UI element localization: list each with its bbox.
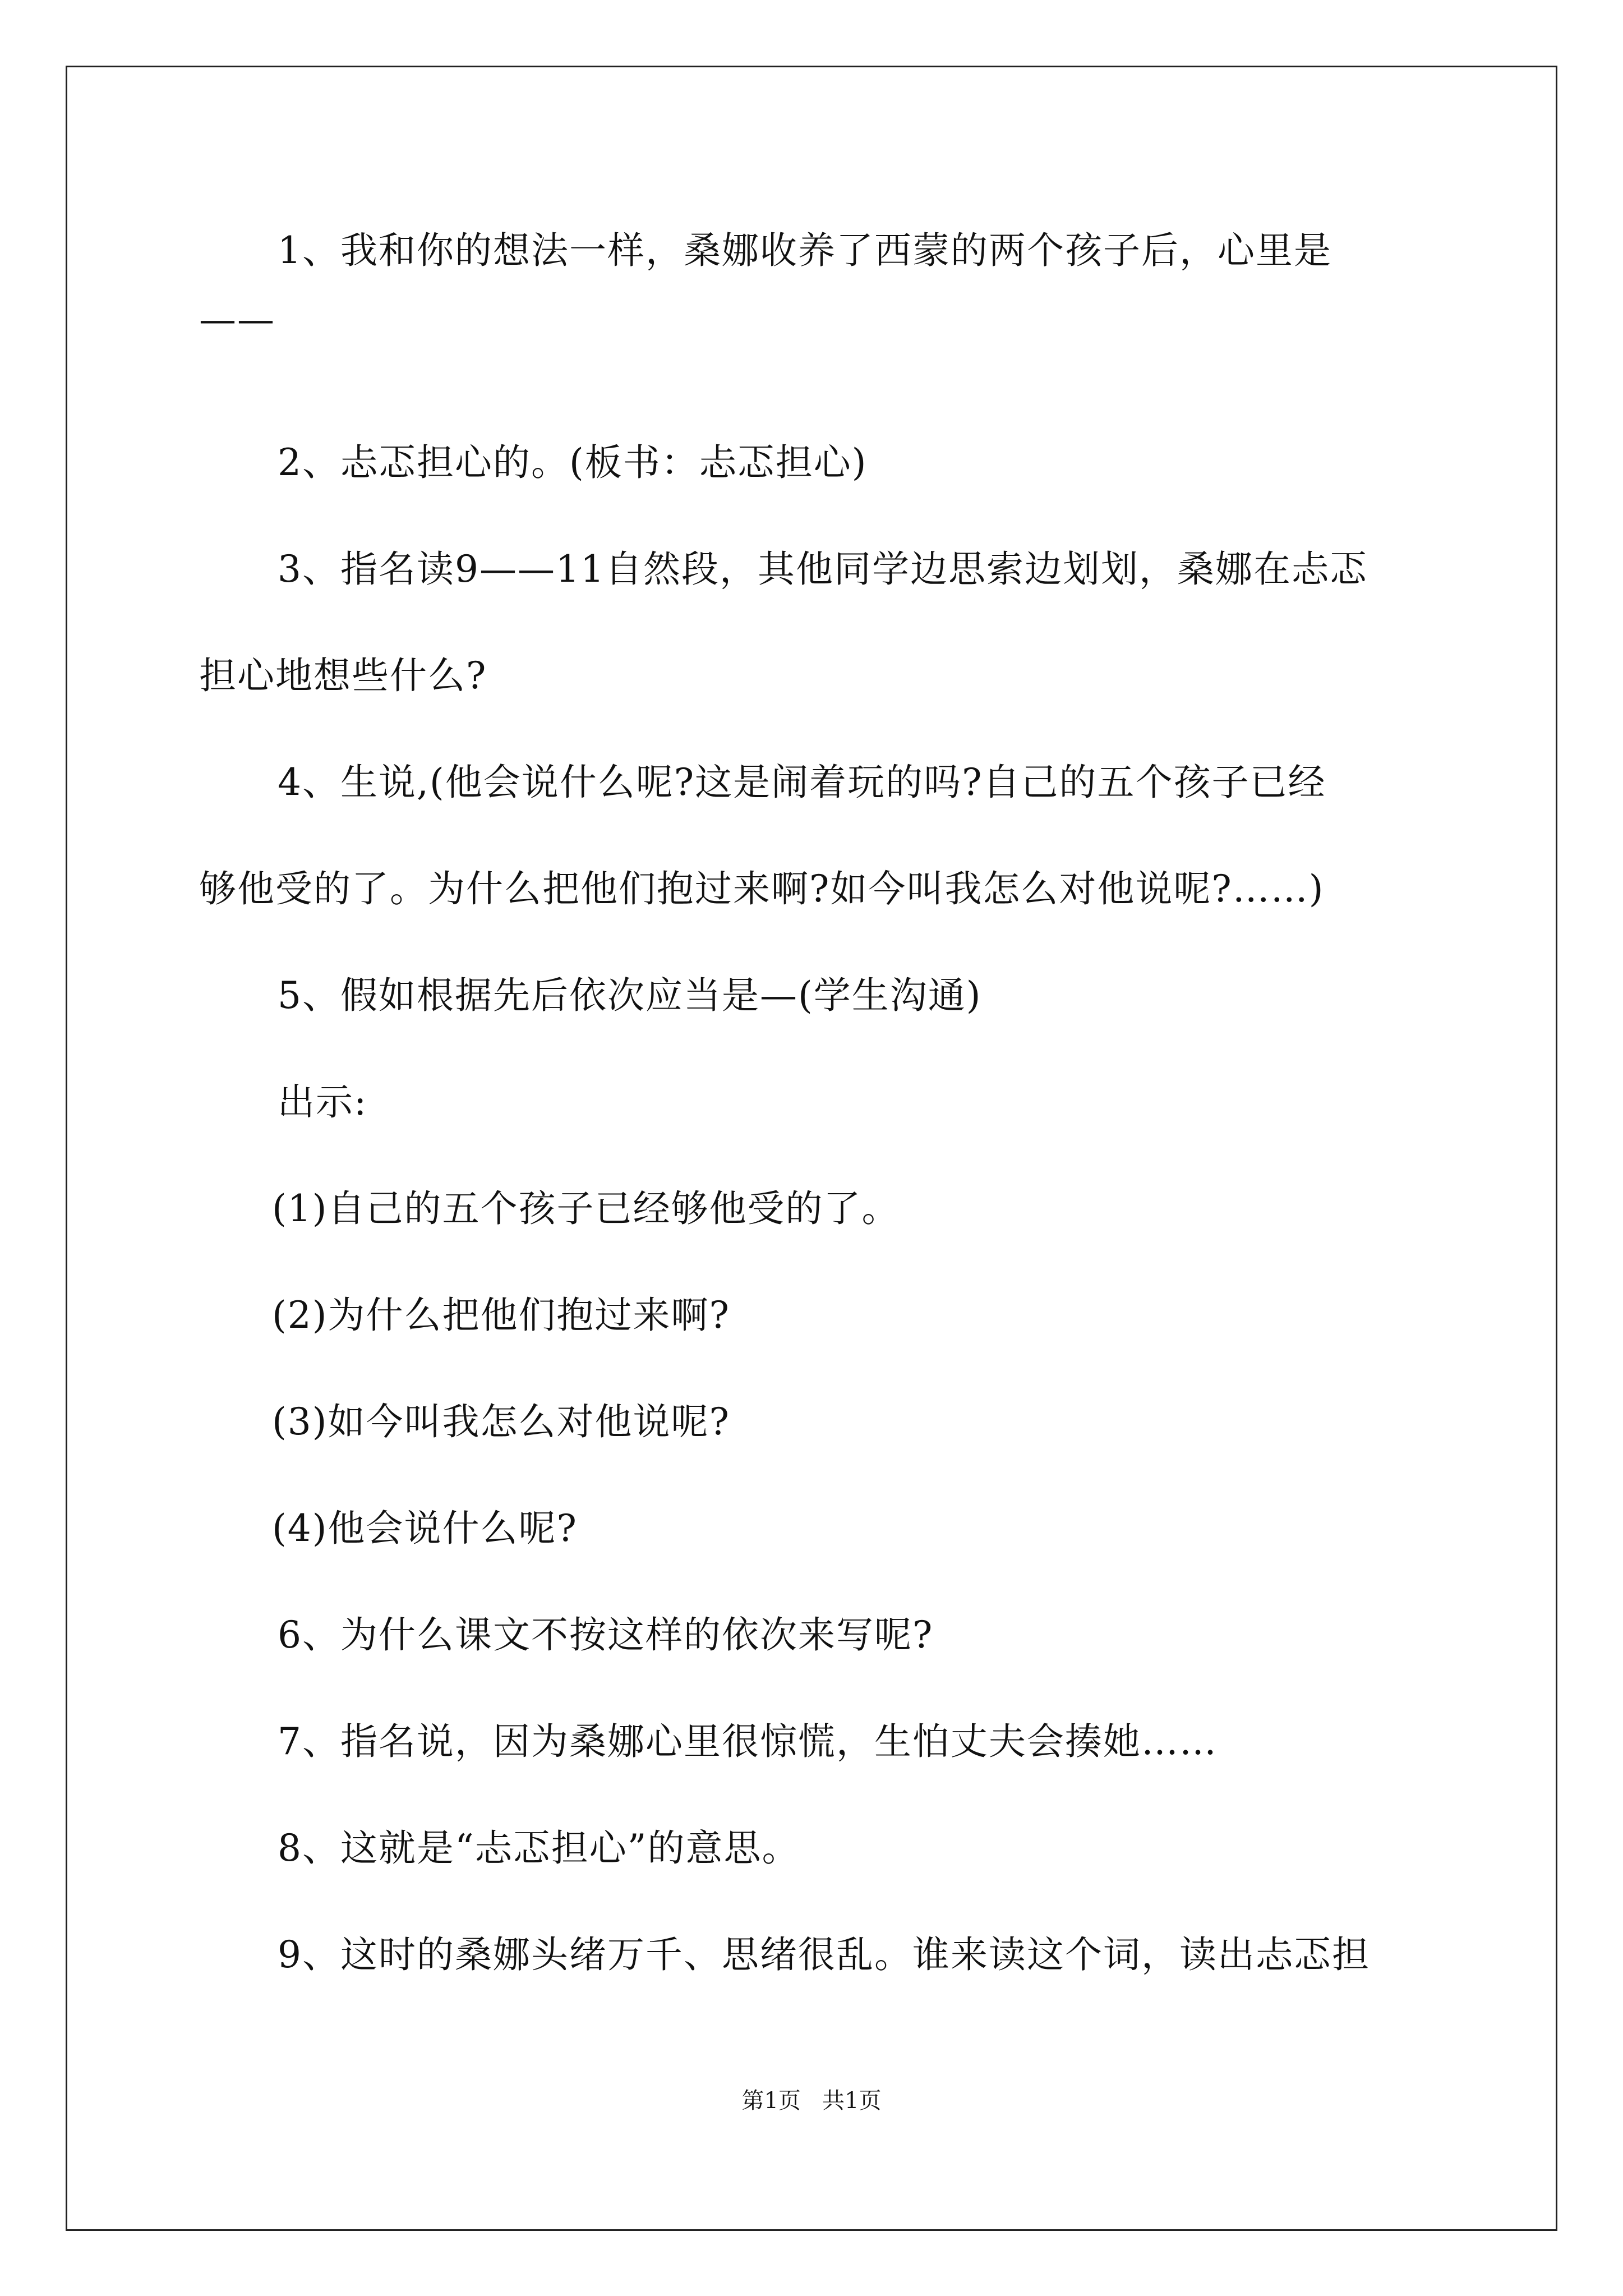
paragraph-2: 2、忐忑担心的。(板书：忐忑担心) xyxy=(278,441,868,484)
paragraph-1: 1、我和你的想法一样，桑娜收养了西蒙的两个孩子后，心里是 xyxy=(278,229,1332,272)
list-item-3: (3)如今叫我怎么对他说呢? xyxy=(272,1400,730,1443)
paragraph-3: 3、指名读9——11自然段，其他同学边思索边划划，桑娜在忐忑 xyxy=(278,547,1368,591)
list-item-1: (1)自己的五个孩子已经够他受的了。 xyxy=(272,1187,900,1230)
page-footer: 第1页 共1页 xyxy=(741,2088,882,2114)
list-item-2: (2)为什么把他们抱过来啊? xyxy=(272,1294,730,1337)
paragraph-7: 7、指名说，因为桑娜心里很惊慌，生怕丈夫会揍她…… xyxy=(278,1720,1218,1763)
paragraph-show-label: 出示: xyxy=(278,1080,368,1124)
page-border xyxy=(66,66,1557,2231)
list-item-4: (4)他会说什么呢? xyxy=(272,1507,578,1550)
paragraph-1-continuation: —— xyxy=(199,298,275,341)
paragraph-9: 9、这时的桑娜头绪万千、思绪很乱。谁来读这个词，读出忐忑担 xyxy=(278,1933,1370,1976)
paragraph-3-continuation: 担心地想些什么? xyxy=(199,654,487,697)
paragraph-4-continuation: 够他受的了。为什么把他们抱过来啊?如今叫我怎么对他说呢?……) xyxy=(199,867,1325,910)
paragraph-4: 4、生说,(他会说什么呢?这是闹着玩的吗?自己的五个孩子已经 xyxy=(278,761,1326,804)
paragraph-6: 6、为什么课文不按这样的依次来写呢? xyxy=(278,1613,934,1657)
paragraph-5: 5、假如根据先后依次应当是—(学生沟通) xyxy=(278,974,982,1017)
paragraph-8: 8、这就是“忐忑担心”的意思。 xyxy=(278,1826,800,1870)
